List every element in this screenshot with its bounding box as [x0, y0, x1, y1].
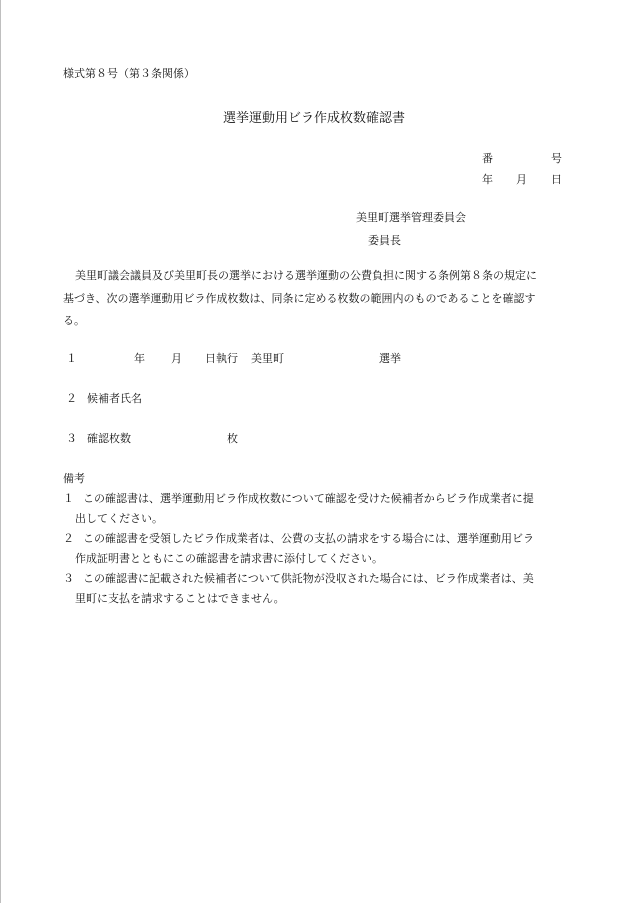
note-3 — [63, 573, 583, 593]
note-text: この確認書は、選挙運動用ビラ作成枚数について確認を受けた候補者からビラ作成業者に提 — [83, 492, 534, 505]
notes-heading: 備考 — [63, 472, 85, 485]
note-3-continued: 里町に支払を請求することはできません。 — [75, 592, 285, 605]
item-1-election: 選挙 — [379, 352, 401, 365]
note-number: ２ — [63, 532, 74, 545]
note-1 — [63, 493, 583, 513]
notes-list — [63, 493, 583, 613]
item-3-unit: 枚 — [227, 432, 238, 445]
item-1-town: 美里町 — [251, 352, 284, 365]
body-paragraph — [63, 270, 583, 338]
date-day: 日 — [551, 173, 562, 186]
issuer-org: 美里町選挙管理委員会 — [356, 211, 466, 224]
item-1-day-exec: 日執行 — [205, 352, 238, 365]
document-title: 選挙運動用ビラ作成枚数確認書 — [223, 111, 406, 126]
note-number: １ — [63, 492, 74, 505]
item-3-number: ３ — [66, 432, 77, 445]
item-1-month: 月 — [171, 352, 182, 365]
note-1-continued: 出してください。 — [75, 512, 163, 525]
note-number: ３ — [63, 572, 74, 585]
number-ban: 番 — [482, 152, 493, 165]
note-text: この確認書に記載された候補者について供託物が没収された場合には、ビラ作成業者は、美 — [83, 572, 534, 585]
note-text: この確認書を受領したビラ作成業者は、公費の支払の請求をする場合には、選挙運動用ビラ — [83, 532, 534, 545]
item-1-year: 年 — [134, 352, 145, 365]
date-month: 月 — [516, 173, 527, 186]
form-label: 様式第８号（第３条関係） — [63, 67, 195, 80]
item-2-number: ２ — [66, 392, 77, 405]
issuer-role: 委員長 — [368, 234, 401, 247]
date-year: 年 — [482, 173, 493, 186]
item-2-label: 候補者氏名 — [87, 392, 142, 405]
body-line: る。 — [63, 314, 85, 327]
note-2-continued: 作成証明書とともにこの確認書を請求書に添付してください。 — [75, 552, 383, 565]
body-line: 基づき、次の選挙運動用ビラ作成枚数は、同条に定める枚数の範囲内のものであることを確認す — [63, 291, 536, 305]
item-3-label: 確認枚数 — [87, 432, 131, 445]
body-line: 美里町議会議員及び美里町長の選挙における選挙運動の公費負担に関する条例第８条の規定に — [75, 269, 537, 282]
item-1-number: １ — [66, 352, 77, 365]
number-go: 号 — [551, 152, 562, 165]
note-2 — [63, 533, 583, 553]
